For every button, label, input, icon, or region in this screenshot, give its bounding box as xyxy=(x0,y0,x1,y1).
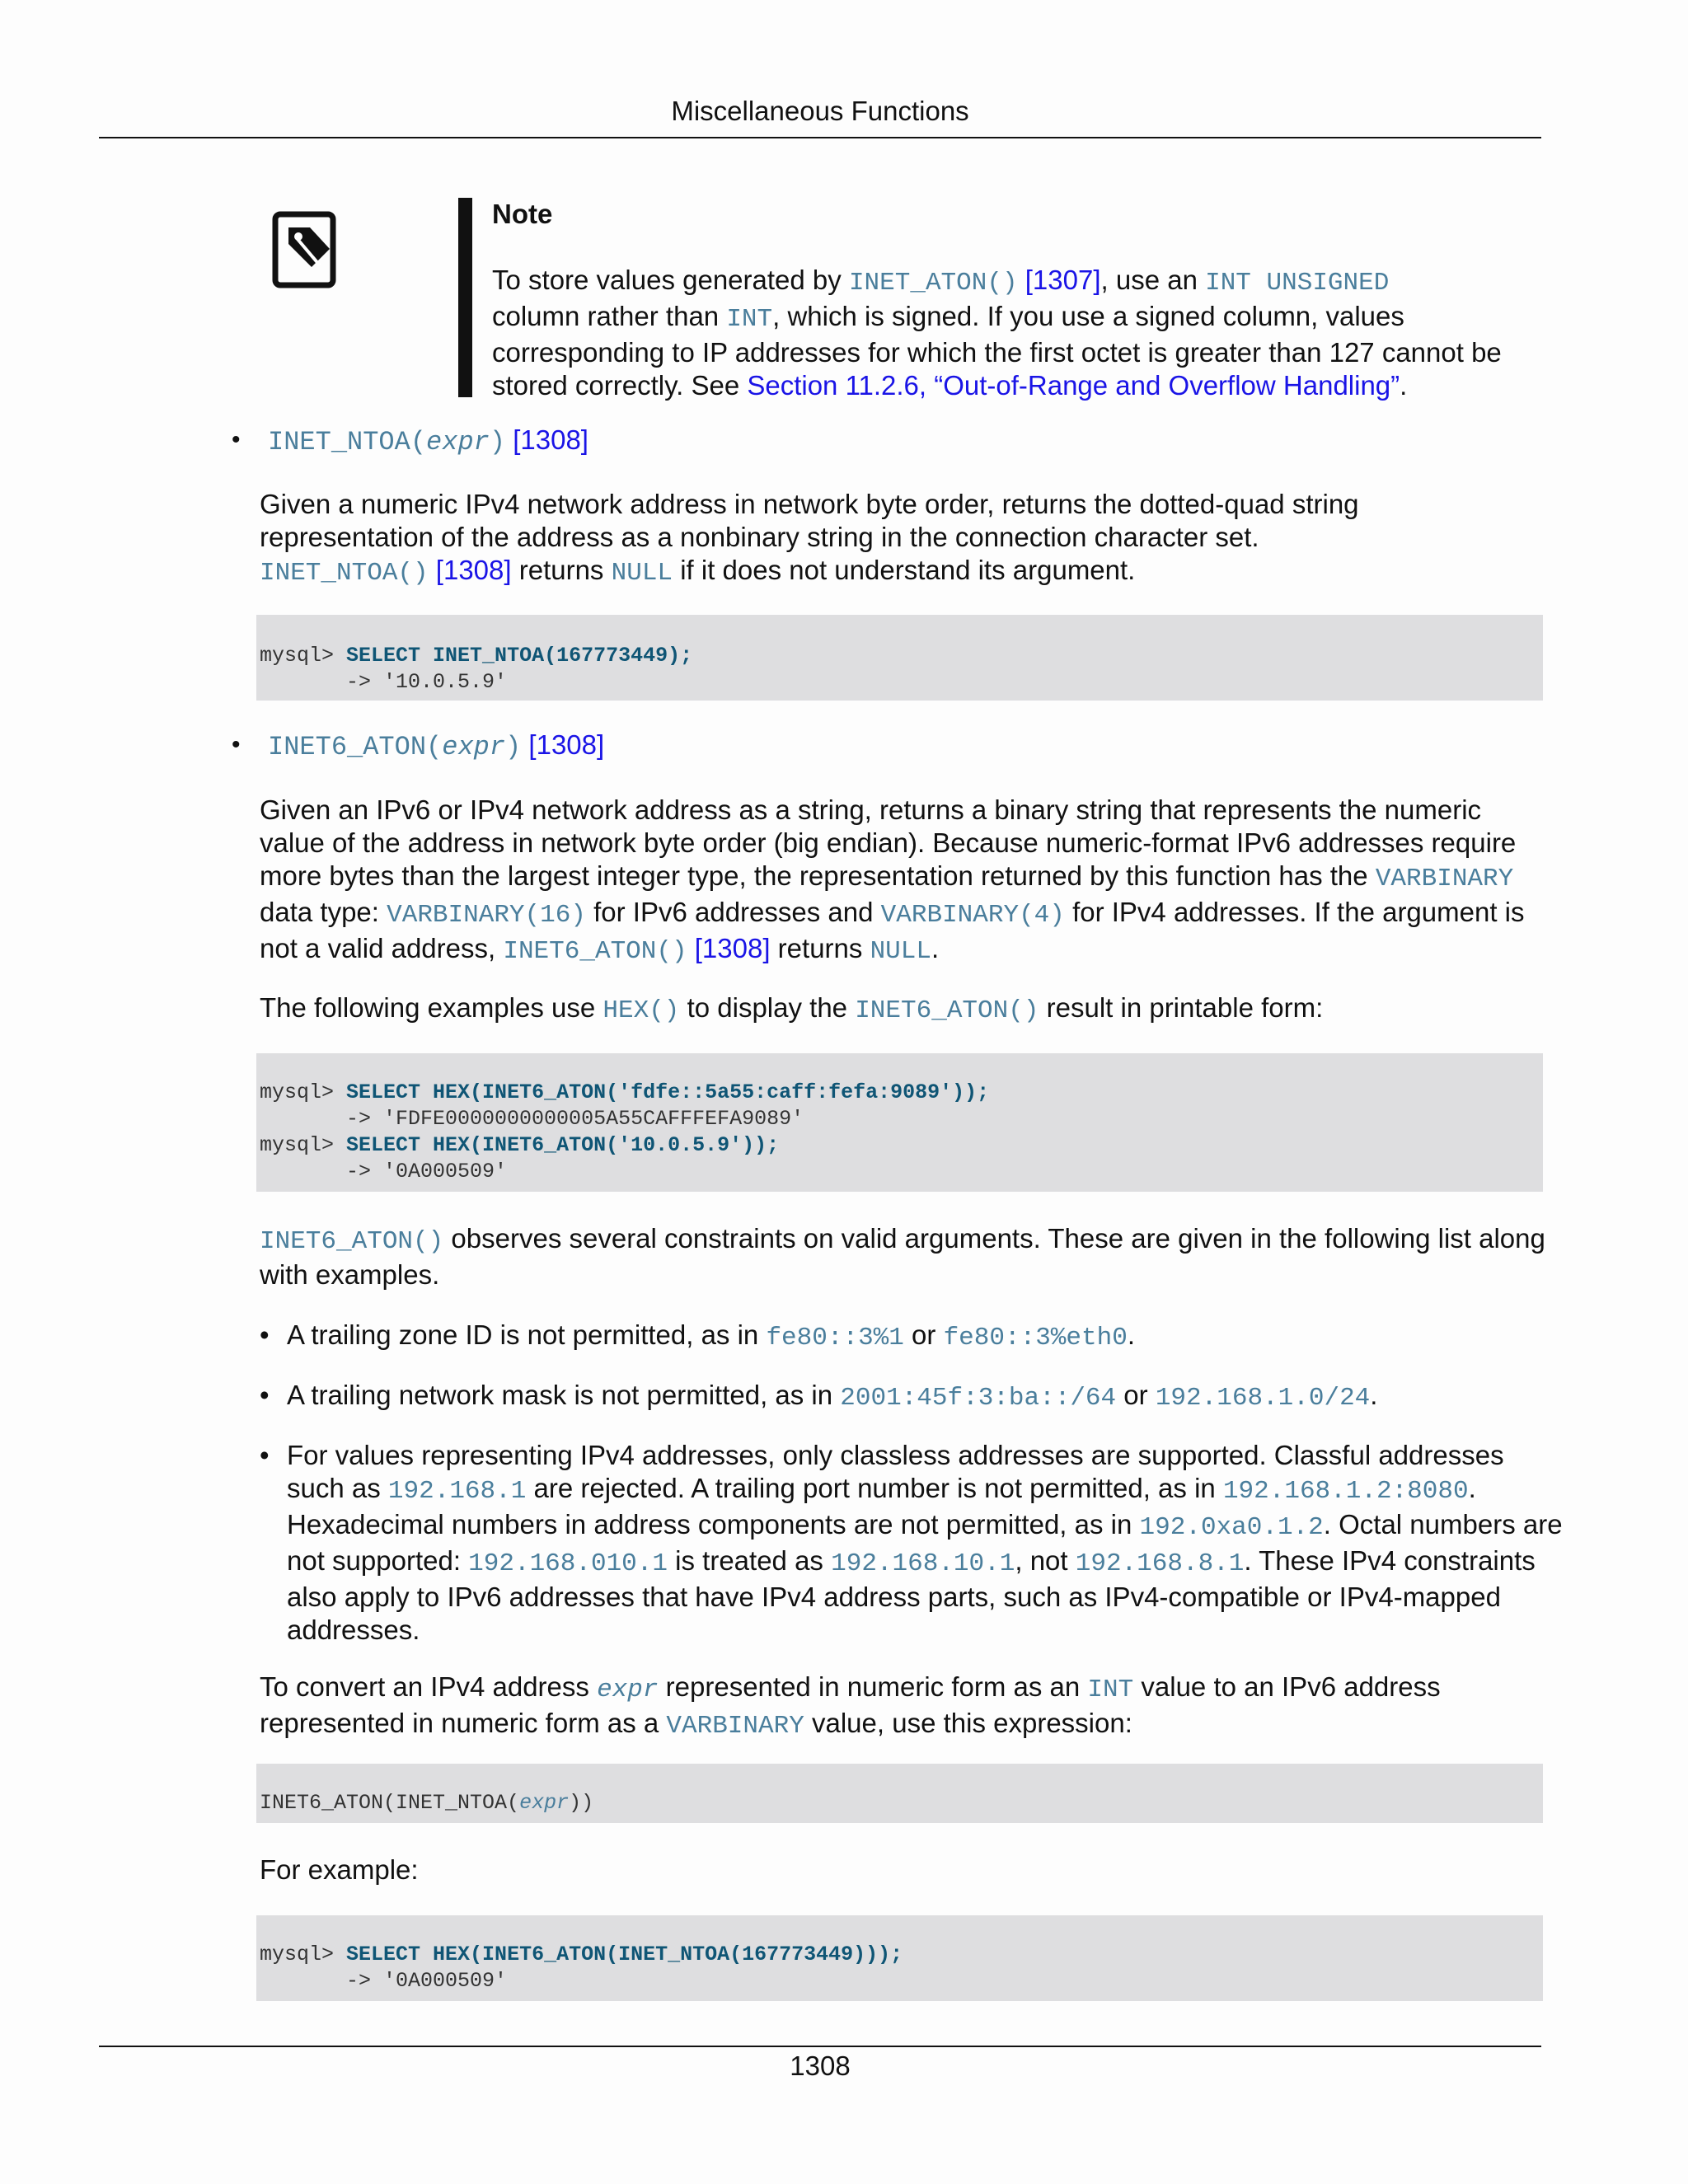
code-statement: SELECT HEX(INET6_ATON('fdfe::5a55:caff:fefa:9089')); xyxy=(346,1080,990,1104)
note-text: To store values generated by xyxy=(492,265,849,295)
note-code-inet-aton: INET_ATON() xyxy=(848,269,1018,298)
aton6-code-inet6-aton: INET6_ATON() xyxy=(503,937,687,966)
aton6-desc xyxy=(260,794,1554,968)
aton6-code-block xyxy=(256,1053,1543,1192)
intro-text: to display the xyxy=(679,992,856,1023)
constraint-item-ipv4 xyxy=(287,1439,1564,1647)
ntoa-code-block xyxy=(256,615,1543,701)
item-text: . Octal numbers are not supported: xyxy=(287,1509,1563,1576)
ntoa-desc-text: Given a numeric IPv4 network address in network byte order, returns the dotted-quad string representation of the address as a nonbinary string in the connection character set. xyxy=(260,489,1359,552)
constraint-item-netmask xyxy=(287,1379,1564,1415)
item-code: fe80::3%1 xyxy=(766,1324,904,1352)
item-text: A trailing zone ID is not permitted, as in xyxy=(287,1319,767,1350)
code-statement: SELECT INET_NTOA(167773449); xyxy=(346,644,693,668)
code-statement: SELECT HEX(INET6_ATON(INET_NTOA(167773449))); xyxy=(346,1943,903,1966)
intro-text: result in printable form: xyxy=(1039,992,1324,1023)
constraints-code: INET6_ATON() xyxy=(260,1227,444,1256)
convert-text: represented in numeric form as an xyxy=(658,1671,1088,1702)
note-link-1307[interactable]: [1307] xyxy=(1017,265,1101,295)
ntoa-desc-link[interactable]: [1308] xyxy=(428,555,512,585)
page-number: 1308 xyxy=(790,2050,851,2081)
item-text: are rejected. A trailing port number is not permitted, as in xyxy=(526,1473,1223,1503)
aton6-head-close: ) xyxy=(505,732,522,762)
convert-paragraph xyxy=(260,1671,1554,1743)
item-code: fe80::3%eth0 xyxy=(943,1324,1128,1352)
code-result: -> '10.0.5.9' xyxy=(260,670,508,694)
note-link-section[interactable]: Section 11.2.6, “Out-of-Range and Overflow Handling” xyxy=(747,370,1400,401)
convert-code-expr: expr xyxy=(597,1675,659,1704)
example-code-block xyxy=(256,1915,1543,2001)
code-result: -> '0A000509' xyxy=(260,1160,508,1183)
bullet: • xyxy=(260,1380,270,1410)
item-text: or xyxy=(903,1319,944,1350)
item-text: or xyxy=(1116,1380,1156,1410)
item-code: 192.168.1.2:8080 xyxy=(1222,1477,1469,1506)
note-bar xyxy=(458,198,472,397)
aton6-examples-intro xyxy=(260,991,1554,1028)
item-code: 2001:45f:3:ba::/64 xyxy=(840,1384,1117,1413)
code-prompt: mysql> xyxy=(260,644,347,668)
ntoa-desc-text: returns xyxy=(511,555,612,585)
aton6-head-code: INET6_ATON( xyxy=(268,732,443,762)
note-text: , use an xyxy=(1100,265,1206,295)
aton6-head-arg: expr xyxy=(442,732,506,762)
note-code-int: INT xyxy=(726,305,773,334)
note-icon xyxy=(272,211,341,290)
for-example-text: For example: xyxy=(260,1854,419,1885)
ntoa-desc-null: NULL xyxy=(611,559,673,588)
item-code: 192.168.1 xyxy=(387,1477,527,1506)
convert-text: To convert an IPv4 address xyxy=(260,1671,598,1702)
convert-code-int: INT xyxy=(1087,1675,1134,1704)
code-arg: expr xyxy=(519,1791,570,1815)
ntoa-head-close: ) xyxy=(489,427,506,457)
note-text: column rather than xyxy=(492,301,727,331)
ntoa-heading xyxy=(268,424,588,459)
convert-code-varbinary: VARBINARY xyxy=(666,1712,804,1741)
ntoa-head-link[interactable]: [1308] xyxy=(505,424,588,455)
item-text: , not xyxy=(1015,1545,1076,1576)
code-prompt: mysql> xyxy=(260,1943,347,1966)
code-prompt: mysql> xyxy=(260,1133,347,1157)
aton6-head-link[interactable]: [1308] xyxy=(521,729,605,760)
intro-text: The following examples use xyxy=(260,992,603,1023)
intro-code-inet6-aton: INET6_ATON() xyxy=(855,996,1039,1025)
aton6-desc-text: for IPv6 addresses and xyxy=(585,897,881,927)
footer-rule xyxy=(99,2046,1541,2047)
constraints-text: observes several constraints on valid arguments. These are given in the following list along with examples. xyxy=(260,1223,1545,1290)
item-code: 192.168.8.1 xyxy=(1075,1549,1245,1578)
bullet: • xyxy=(232,731,241,758)
item-text: For values representing IPv4 addresses, only classless addresses are supported. Classful addresses such as xyxy=(287,1440,1504,1503)
aton6-code-null: NULL xyxy=(870,937,931,966)
aton6-code-varbinary16: VARBINARY(16) xyxy=(387,901,586,930)
aton6-desc-link[interactable]: [1308] xyxy=(687,933,771,963)
ntoa-desc xyxy=(260,488,1372,590)
ntoa-desc-code: INET_NTOA() xyxy=(260,559,429,588)
item-code: 192.168.10.1 xyxy=(831,1549,1015,1578)
expression-code-block xyxy=(256,1764,1543,1823)
bullet: • xyxy=(232,426,241,453)
constraint-item-zone-id xyxy=(287,1319,1564,1355)
note-text: , which is signed. If you use a signed column, values corresponding to IP addresses for which the first octet is greater than 127 cannot be stored correctly. See xyxy=(492,301,1502,401)
header-rule xyxy=(99,137,1541,138)
note-title: Note xyxy=(492,199,553,229)
item-code: 192.0xa0.1.2 xyxy=(1139,1513,1324,1542)
code-text: INET6_ATON(INET_NTOA( xyxy=(260,1791,520,1815)
code-statement: SELECT HEX(INET6_ATON('10.0.5.9')); xyxy=(346,1133,780,1157)
item-text: . Hexadecimal numbers in address components are not permitted, as in xyxy=(287,1473,1476,1540)
aton6-code-varbinary: VARBINARY xyxy=(1375,865,1514,893)
ntoa-desc-text: if it does not understand its argument. xyxy=(673,555,1136,585)
page-header-title: Miscellaneous Functions xyxy=(671,96,969,126)
bullet: • xyxy=(260,1319,270,1350)
aton6-desc-text: returns xyxy=(770,933,870,963)
ntoa-head-arg: expr xyxy=(426,427,490,457)
convert-text: value to an IPv6 address represented in numeric form as a xyxy=(260,1671,1441,1738)
item-text: A trailing network mask is not permitted, as in xyxy=(287,1380,841,1410)
aton6-code-varbinary4: VARBINARY(4) xyxy=(880,901,1065,930)
item-code: 192.168.1.0/24 xyxy=(1155,1384,1371,1413)
note-body xyxy=(492,264,1564,402)
item-text: . These IPv4 constraints also apply to IPv6 addresses that have IPv4 address parts, such as IPv4-compatible or IPv4-mapped addresses. xyxy=(287,1545,1536,1645)
intro-code-hex: HEX() xyxy=(603,996,680,1025)
code-prompt: mysql> xyxy=(260,1080,347,1104)
aton6-desc-text: Given an IPv6 or IPv4 network address as a string, returns a binary string that represents the numeric value of the address in network byte order (big endian). Because numeric-format IPv6 addresses require more bytes than the largest integer type, the representation returned by this function has the xyxy=(260,794,1517,891)
item-code: 192.168.010.1 xyxy=(468,1549,668,1578)
ntoa-head-code: INET_NTOA( xyxy=(268,427,427,457)
aton6-heading xyxy=(268,729,604,764)
convert-text: value, use this expression: xyxy=(804,1708,1132,1738)
note-text: . xyxy=(1400,370,1408,401)
aton6-desc-text: data type: xyxy=(260,897,387,927)
item-text: is treated as xyxy=(668,1545,832,1576)
constraints-intro xyxy=(260,1222,1554,1291)
item-text: . xyxy=(1370,1380,1378,1410)
aton6-desc-text: . xyxy=(931,933,940,963)
code-result: -> 'FDFE0000000000005A55CAFFFEFA9089' xyxy=(260,1107,804,1131)
aton6-desc-text: for IPv4 addresses. If the argument is not a valid address, xyxy=(260,897,1525,963)
code-result: -> '0A000509' xyxy=(260,1969,508,1993)
code-text: )) xyxy=(569,1791,594,1815)
item-text: . xyxy=(1127,1319,1135,1350)
bullet: • xyxy=(260,1440,270,1470)
note-code-int-unsigned: INT UNSIGNED xyxy=(1205,269,1390,298)
